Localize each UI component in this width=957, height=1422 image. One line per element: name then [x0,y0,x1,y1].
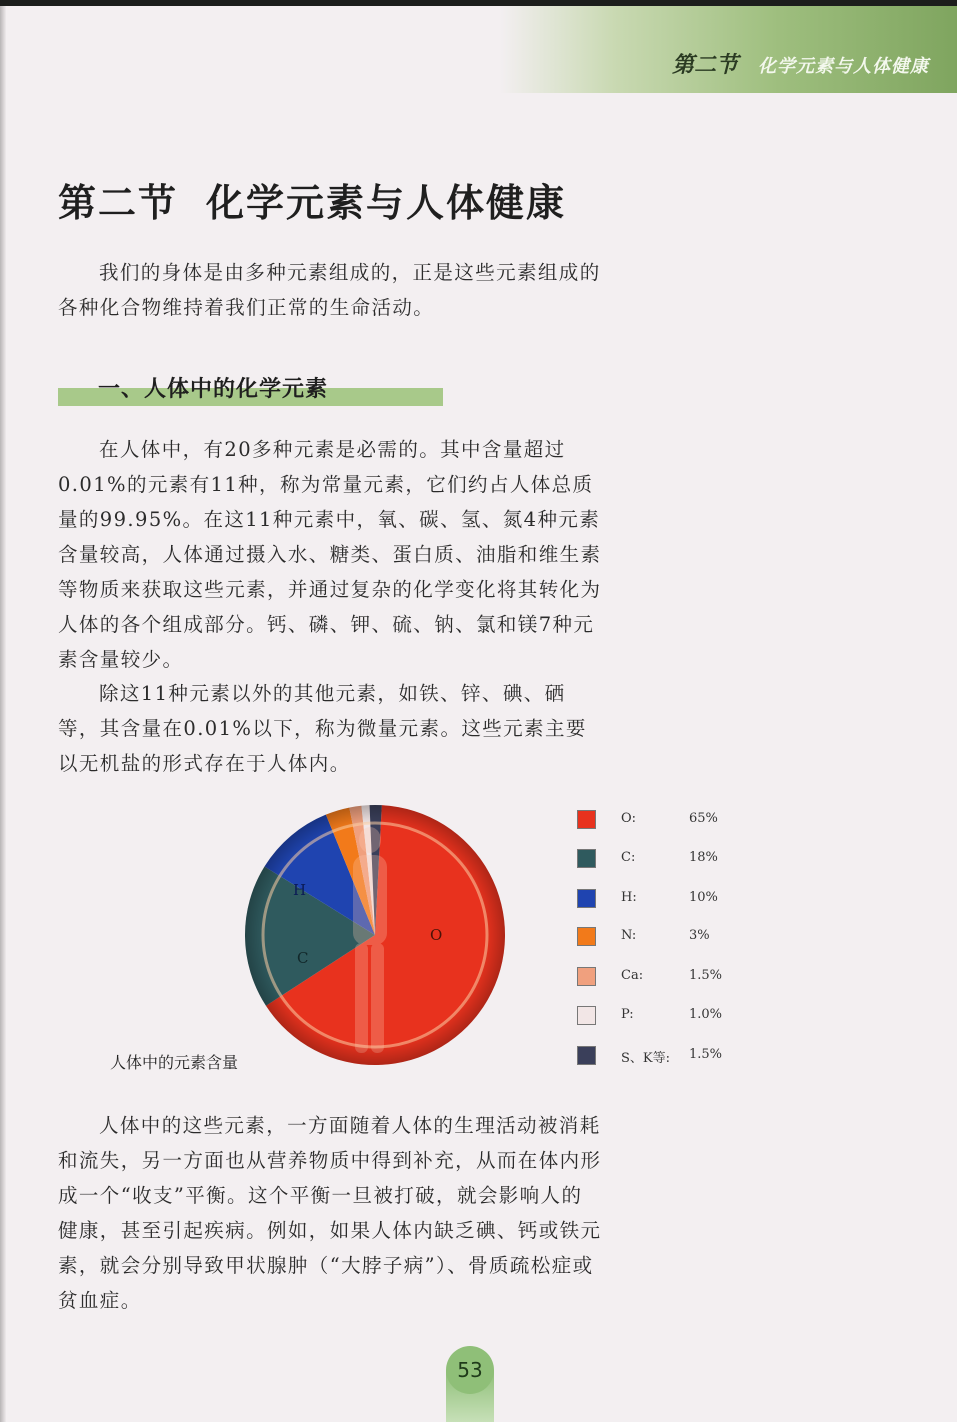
svg-text:H: H [293,881,307,899]
header-section-title: 化学元素与人体健康 [758,56,929,77]
paragraph-3: 人体中的这些元素，一方面随着人体的生理活动被消耗和流失，另一方面也从营养物质中得到补充，从而在体内形成一个“收支”平衡。这个平衡一旦被打破，就会影响人的健康，甚至引起疾病。例如，如果人体内缺乏碘、钙或铁元素，就会分别导致甲状腺肿（“大脖子病”）、骨质疏松症或贫血症。 [58,1114,602,1312]
page-number: 53 [446,1346,494,1394]
swatch-h [577,889,596,908]
svg-text:C: C [297,949,309,967]
page-title-number: 第二节 [58,180,179,225]
swatch-s-k [577,1046,596,1065]
legend-item-ca: Ca: 1.5% [577,967,747,989]
legend-item-o: O: 65% [577,810,747,832]
legend-item-n: N: 3% [577,927,747,949]
swatch-ca [577,967,596,986]
element-pie-chart [240,800,510,1070]
paragraph-1: 在人体中，有20多种元素是必需的。其中含量超过0.01%的元素有11种，称为常量元素，它们约占人体总质量的99.95%。在这11种元素中，氧、碳、氢、氮4种元素含量较高，人体通过摄入水、糖类、蛋白质、油脂和维生素等物质来获取这些元素，并通过复杂的化学变化将其转化为人体的各个组成部分。钙、磷、钾、硫、钠、氯和镁7种元素含量较少。 [58,438,602,671]
legend-item-s-k: S、K等: 1.5% [577,1046,747,1068]
figure-caption: 人体中的元素含量 [110,1053,239,1072]
section-heading: 一、人体中的化学元素 [98,377,329,402]
pie-svg [240,800,510,1070]
paragraph-2: 除这11种元素以外的其他元素，如铁、锌、碘、硒等，其含量在0.01%以下，称为微量元素。这些元素主要以无机盐的形式存在于人体内。 [58,682,587,775]
legend-item-p: P: 1.0% [577,1006,747,1028]
swatch-n [577,927,596,946]
swatch-o [577,810,596,829]
legend-item-c: C: 18% [577,849,747,871]
page-title-text: 化学元素与人体健康 [206,180,567,225]
svg-text:O: O [430,926,443,944]
legend-item-h: H: 10% [577,889,747,911]
intro-paragraph: 我们的身体是由多种元素组成的，正是这些元素组成的各种化合物维持着我们正常的生命活动。 [58,261,601,319]
swatch-c [577,849,596,868]
page-title [58,172,566,227]
running-header [500,6,957,93]
swatch-p [577,1006,596,1025]
header-section-number: 第二节 [671,53,738,78]
page-binding-edge [0,6,6,1422]
